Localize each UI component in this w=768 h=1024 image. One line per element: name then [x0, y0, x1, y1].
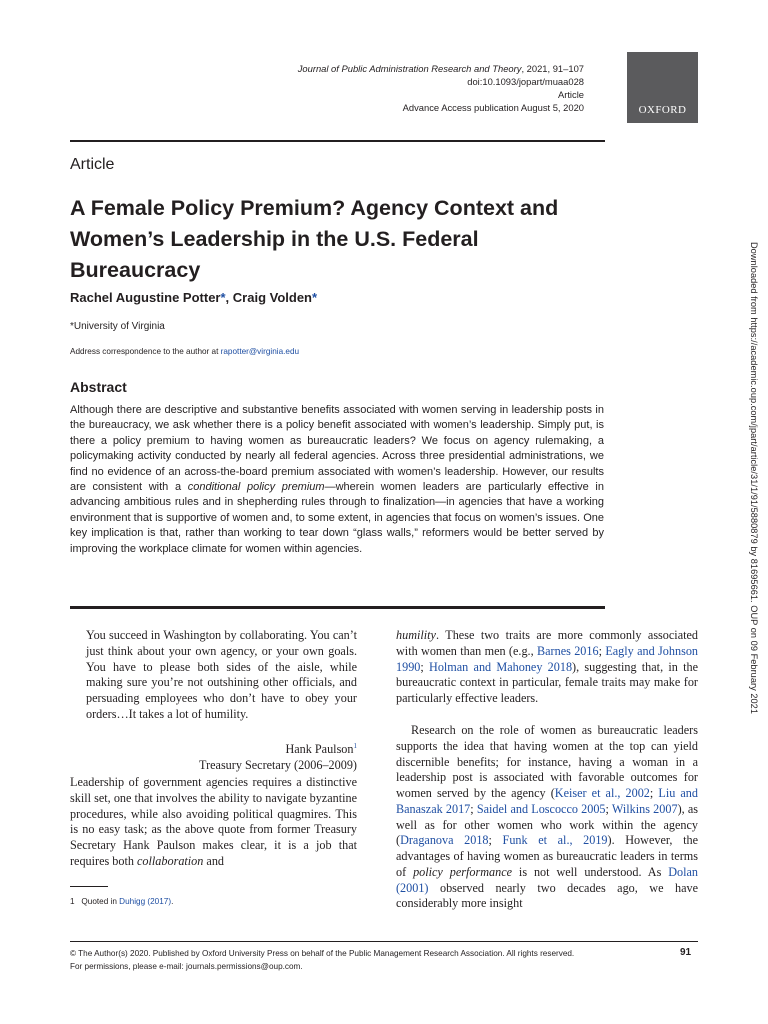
citation-sep: ;	[420, 659, 430, 674]
author-volden-star[interactable]: *	[312, 290, 318, 305]
abstract-rule	[70, 606, 605, 609]
correspondence-text: Address correspondence to the author at	[70, 347, 221, 356]
citation-link[interactable]: Wilkins 2007	[611, 801, 678, 816]
copyright-line-2: For permissions, please e-mail: journals.permissions@oup.com.	[70, 962, 303, 971]
quote-speaker: Hank Paulson	[285, 742, 354, 757]
footnote-text: Quoted in	[81, 897, 120, 906]
header-kind: Article	[557, 89, 584, 100]
journal-name: Journal of Public Administration Research and Theory	[297, 63, 522, 74]
footnote	[70, 897, 173, 906]
oxford-logo	[627, 52, 698, 123]
footnote-mark[interactable]: 1	[353, 742, 357, 750]
right1-emphasis: humility	[396, 628, 436, 642]
download-watermark-text: Downloaded from https://academic.oup.com/jpart/article/31/1/91/5880879 by 81695661. OUP on 09 February 2021	[749, 242, 759, 714]
copyright	[70, 947, 574, 973]
citation-link[interactable]: Holman and Mahoney 2018	[429, 659, 573, 674]
quote-role: Treasury Secretary (2006–2009)	[199, 757, 357, 772]
right2-text-2: ), as well as for other women who work within the agency (	[396, 801, 699, 848]
right2-emphasis: policy performance	[413, 864, 513, 879]
abstract-text	[70, 403, 604, 557]
left-text-1: Leadership of government agencies requires a distinctive skill set, one that involves the ability to navigate byzantine procedures, while also avoiding political quagmires. This is no easy task; as the above quote from former Treasury Secretary Hank Paulson makes clear, it is a job that requires both	[70, 775, 357, 868]
journal-volume: , 2021, 91–107	[521, 63, 584, 74]
abstract-part2: —wherein women leaders are particularly effective in advancing ambitious rules and in shepherding rules through to finalization—in agencies that have a working environment that is supportive of women and, to some extent, in agencies that focus on women’s issues. One key implication is that, rather than working to tear down “glass walls,” reformers would be better served by improving the workplace climate for women within agencies.	[70, 481, 604, 555]
author-volden[interactable]: Craig Volden	[232, 290, 312, 305]
citation-link[interactable]: Dolan (2001)	[396, 864, 699, 895]
abstract-heading: Abstract	[70, 379, 127, 395]
right2-text-4: is not well understood. As	[512, 864, 669, 879]
top-rule	[70, 140, 605, 142]
author-potter[interactable]: Rachel Augustine Potter	[70, 290, 221, 305]
citation-link[interactable]: Eagly and Johnson 1990	[396, 643, 699, 674]
right2-text-5: observed nearly two decades ago, we have considerably more insight	[396, 880, 698, 911]
citation-link[interactable]: Duhigg (2017)	[119, 897, 172, 906]
author-sep: ,	[225, 290, 233, 305]
citation-link[interactable]: Liu and Banaszak 2017	[396, 786, 698, 816]
article-kind: Article	[70, 156, 115, 173]
abstract-part1: Although there are descriptive and substantive benefits associated with women serving in leadership posts in the bureaucracy, we ask whether there is a policy benefit associated with women’s leadership. Simply put, is there a policy premium to having women as bureaucratic leaders? We focus on agency rulemaking, a policymaking activity conducted by nearly all federal agencies. Across three presidential administrations, we find no evidence of an across-the-board premium associated with women’s leadership. However, our results are consistent with a	[70, 404, 604, 494]
download-watermark	[745, 242, 761, 782]
right1-text-2: ), suggesting that, in the bureaucratic context in particular, female traits may make for particularly effective leaders.	[396, 659, 698, 705]
intro-paragraph-right-2	[396, 723, 698, 912]
citation-sep: ;	[605, 801, 612, 816]
bottom-rule	[70, 941, 698, 942]
correspondence	[70, 347, 299, 356]
citation-link[interactable]: Funk et al., 2019	[502, 833, 608, 848]
citation-sep: ;	[470, 801, 477, 816]
page-number: 91	[680, 947, 692, 958]
journal-header	[298, 62, 584, 114]
affiliation: *University of Virginia	[70, 321, 165, 332]
author-potter-star[interactable]: *	[220, 290, 226, 305]
email-link[interactable]: rapotter@virginia.edu	[220, 347, 300, 356]
footnote-rule	[70, 886, 108, 887]
abstract-emphasis: conditional policy premium	[187, 481, 325, 494]
intro-paragraph-left	[70, 775, 357, 870]
citation-sep: ;	[598, 643, 606, 658]
oxford-logo-text: OXFORD	[638, 104, 687, 116]
citation-link[interactable]: Saidel and Loscocco 2005	[476, 801, 606, 816]
citation-link[interactable]: Keiser et al., 2002	[554, 786, 650, 800]
footnote-number: 1	[70, 897, 75, 906]
citation-link[interactable]: Barnes 2016	[537, 643, 599, 658]
doi: doi:10.1093/jopart/muaa028	[467, 76, 584, 87]
author-line	[70, 290, 317, 305]
citation-sep: ;	[649, 786, 659, 800]
epigraph-quote: You succeed in Washington by collaborating. You can’t just think about your own agency, or your own goals. You have to please both sides of the aisle, while making sure you’re not outshining other officials, and persuading employees who don’t have to obey your orders…It takes a lot of humility.	[86, 628, 357, 721]
copyright-line-1: © The Author(s) 2020. Published by Oxford University Press on behalf of the Public Management Research Association. All rights reserved.	[70, 949, 575, 958]
citation-link[interactable]: Draganova 2018	[400, 833, 489, 848]
right2-text-1: Research on the role of women as bureaucratic leaders supports the idea that having women at the top can yield discernible benefits; for instance, having a woman in a leadership post is associated with favorable outcomes for women served by the agency (	[396, 723, 698, 800]
epigraph-attribution	[86, 739, 357, 774]
left-emphasis: collaboration	[137, 853, 204, 868]
intro-paragraph-right-1	[396, 628, 698, 707]
left-text-2: and	[203, 853, 225, 868]
right2-text-3: ). However, the advantages of having women as bureaucratic leaders in terms of	[396, 833, 698, 879]
footnote-end: .	[171, 897, 174, 906]
citation-sep: ;	[488, 833, 503, 848]
right1-text-1: . These two traits are more commonly associated with women than men (e.g.,	[396, 628, 698, 658]
article-title: A Female Policy Premium? Agency Context and Women’s Leadership in the U.S. Federal Bureaucracy	[70, 196, 563, 282]
advance-access: Advance Access publication August 5, 2020	[402, 102, 584, 113]
